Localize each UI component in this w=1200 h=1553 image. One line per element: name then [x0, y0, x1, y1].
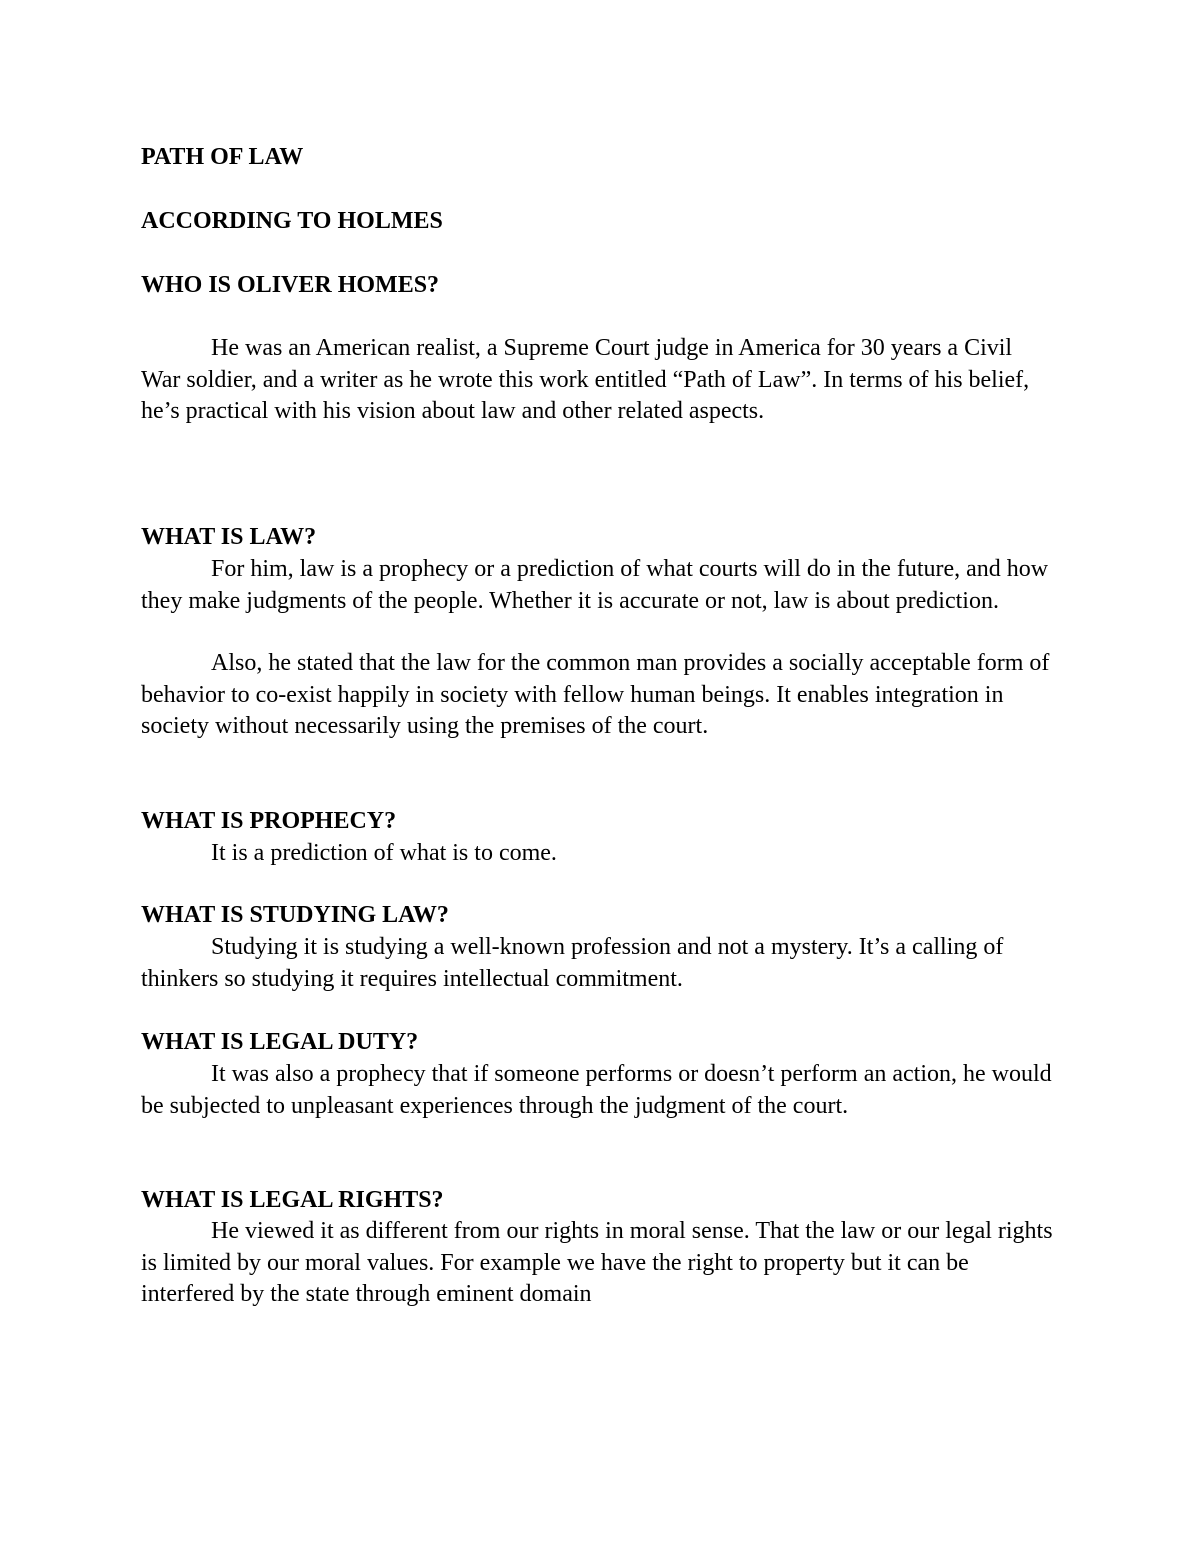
section-paragraph: Studying it is studying a well-known profession and not a mystery. It’s a calling of thinkers so studying it requires intellectual commitment.	[141, 934, 1004, 992]
section-heading-what-is-prophecy: WHAT IS PROPHECY?	[141, 808, 397, 834]
section-heading-what-is-legal-rights: WHAT IS LEGAL RIGHTS?	[141, 1187, 444, 1213]
section-heading-who-is-holmes: WHO IS OLIVER HOMES?	[141, 272, 440, 298]
section-paragraph: For him, law is a prophecy or a prediction of what courts will do in the future, and how they make judgments of the people. Whether it is accurate or not, law is about prediction.	[141, 556, 1049, 614]
document-subtitle: ACCORDING TO HOLMES	[141, 208, 443, 234]
section-paragraph: He viewed it as different from our rights in moral sense. That the law or our legal rights is limited by our moral values. For example we have the right to property but it can be interfered by the state through eminent domain	[141, 1218, 1053, 1307]
section-heading-what-is-legal-duty: WHAT IS LEGAL DUTY?	[141, 1029, 419, 1055]
document-title: PATH OF LAW	[141, 144, 304, 170]
section-heading-what-is-studying-law: WHAT IS STUDYING LAW?	[141, 902, 449, 928]
section-heading-what-is-law: WHAT IS LAW?	[141, 524, 317, 550]
section-paragraph: Also, he stated that the law for the common man provides a socially acceptable form of behavior to co-exist happily in society with fellow human beings. It enables integration in society without necessarily using the premises of the court.	[141, 650, 1050, 739]
section-paragraph: It was also a prophecy that if someone performs or doesn’t perform an action, he would be subjected to unpleasant experiences through the judgment of the court.	[141, 1061, 1052, 1119]
section-paragraph: He was an American realist, a Supreme Court judge in America for 30 years a Civil War soldier, and a writer as he wrote this work entitled “Path of Law”. In terms of his belief, he’s practical with his vision about law and other related aspects.	[141, 335, 1030, 424]
section-paragraph: It is a prediction of what is to come.	[211, 840, 557, 866]
